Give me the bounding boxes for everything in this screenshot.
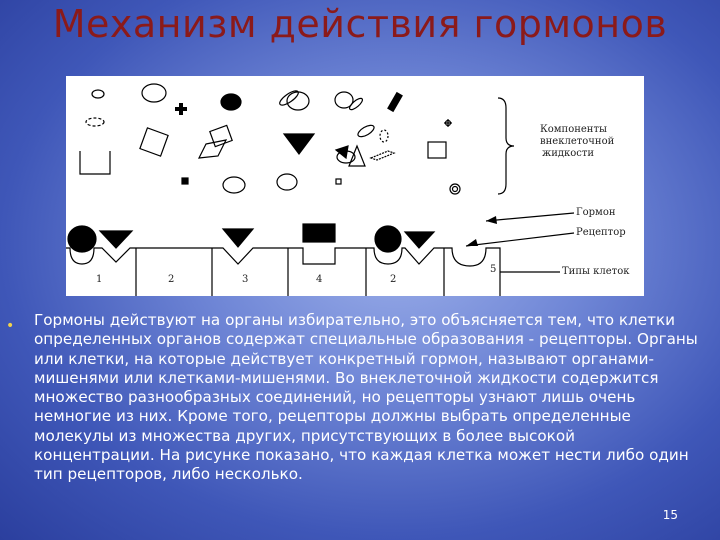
shape-open-ellipse-4 (277, 174, 297, 190)
shape-spiral-marker-inner (453, 187, 458, 192)
shape-open-square-small (336, 179, 341, 184)
bound-hormone-1 (68, 226, 96, 252)
cell-number-2: 2 (168, 274, 175, 285)
bound-hormone-2 (100, 231, 132, 248)
shape-flat-parallelogram (371, 151, 394, 160)
diagram-svg (66, 76, 644, 296)
shape-filled-ellipse (221, 94, 241, 110)
bullet-marker: • (6, 318, 15, 334)
label-components-1: Компоненты (540, 124, 607, 135)
shape-small-ellipse (92, 90, 104, 98)
shape-open-ellipse-3 (223, 177, 245, 193)
shape-parallelogram (199, 140, 226, 158)
hormone-receptor-diagram (66, 76, 644, 296)
shape-tilted-ellipse-2 (348, 97, 364, 112)
label-components-2: внеклеточной (540, 136, 615, 147)
page-number: 15 (662, 508, 678, 522)
shape-dashed-ellipse (86, 118, 104, 126)
receptor-arrow (466, 233, 574, 246)
shape-rotated-square (140, 128, 168, 156)
shape-dashed-ellipse-2 (380, 130, 388, 142)
shape-filled-square-small (182, 178, 188, 184)
slide-title: Механизм действия гормонов (52, 2, 668, 46)
cell-membrane (66, 248, 500, 296)
shape-plus-v (179, 103, 183, 115)
shape-filled-triangle (284, 134, 314, 154)
shape-open-square (428, 142, 446, 158)
bound-hormone-4 (303, 224, 335, 242)
label-cell-types: Типы клеток (562, 266, 630, 277)
cell-number-5: 5 (490, 264, 497, 275)
brace (498, 98, 514, 194)
shape-tilted-ellipse (278, 88, 301, 107)
shape-ellipse (142, 84, 166, 102)
shape-open-rectangle (80, 151, 110, 174)
slide-body-text: Гормоны действуют на органы избирательно, это объясняется тем, что клетки определенных органов содержат специальные образования - рецепторы. Органы или клетки, на которые действует конкретный гормон, называют органами-мишенями или клетками-мишенями. Во внеклеточной жидкости содержится множество разнообразных соединений, но рецепторы узнают лишь очень немногие из них. Кроме того, рецепторы должны выбрать определенные молекулы из множества других, присутствующих в более высокой концентрации. На рисунке показано, что каждая клетка может нести либо один тип рецепторов, либо несколько. (34, 311, 698, 484)
shape-spiral-marker (450, 184, 460, 194)
shape-open-triangle (349, 146, 365, 166)
cell-number-2b: 2 (390, 274, 397, 285)
shape-filled-bar (388, 93, 402, 112)
bound-hormone-5 (375, 226, 401, 252)
cell-number-3: 3 (242, 274, 249, 285)
label-hormone: Гормон (576, 207, 616, 218)
label-receptor: Рецептор (576, 227, 626, 238)
shape-tilted-ellipse-3 (356, 123, 376, 139)
cell-number-4: 4 (316, 274, 323, 285)
shape-tilted-square-2 (210, 125, 232, 146)
label-components-3: жидкости (542, 148, 595, 159)
cell-number-1: 1 (96, 274, 103, 285)
hormone-arrow (486, 213, 574, 221)
bound-hormone-6 (405, 232, 434, 248)
bound-hormone-3 (223, 229, 253, 247)
